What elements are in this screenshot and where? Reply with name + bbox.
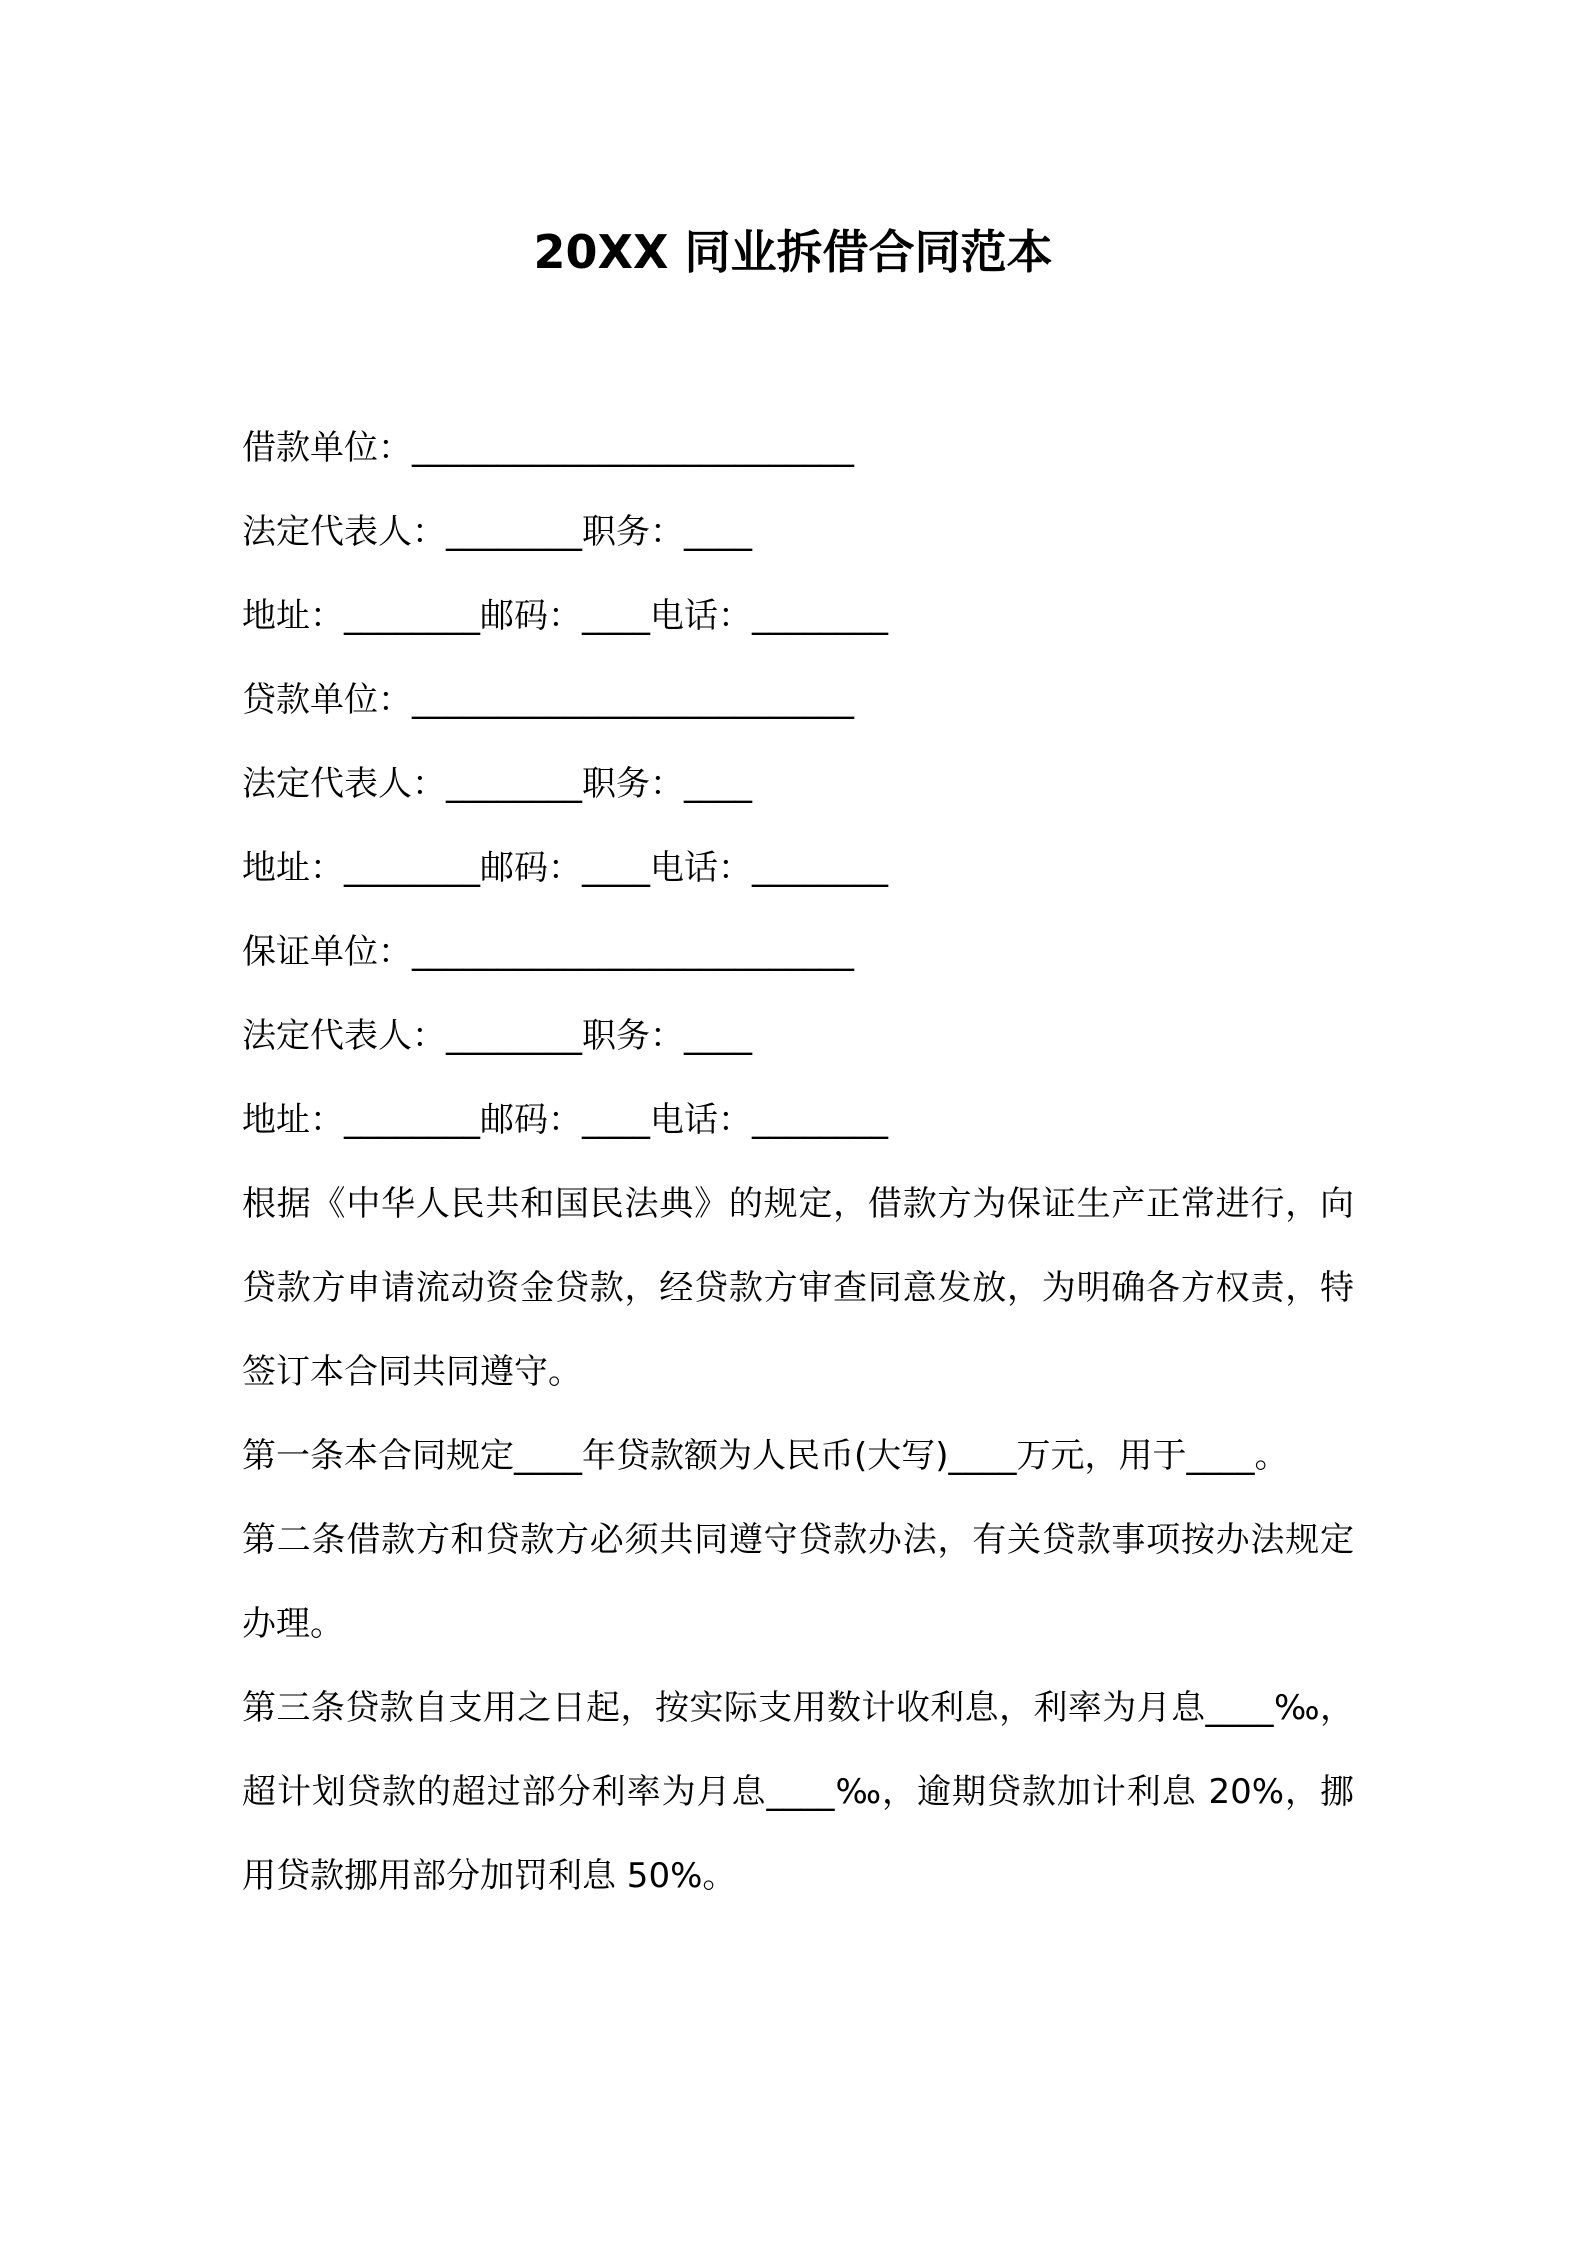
borrower-address-line: 地址：________邮码：____电话：________: [242, 596, 888, 636]
borrower-unit-line: 借款单位：__________________________: [242, 428, 854, 468]
guarantor-address-line: 地址：________邮码：____电话：________: [242, 1100, 888, 1140]
lender-unit-line: 贷款单位：__________________________: [242, 680, 854, 720]
article-2-paragraph: 第二条借款方和贷款方必须共同遵守贷款办法，有关贷款事项按办法规定办理。: [242, 1520, 1354, 1644]
preamble-paragraph: 根据《中华人民共和国民法典》的规定，借款方为保证生产正常进行，向贷款方申请流动资金贷款，经贷款方审查同意发放，为明确各方权责，特签订本合同共同遵守。: [242, 1184, 1354, 1392]
article-3-paragraph: 第三条贷款自支用之日起，按实际支用数计收利息，利率为月息____‰，超计划贷款的超过部分利率为月息____‰，逾期贷款加计利息 20%，挪用贷款挪用部分加罚利息 50%。: [242, 1688, 1354, 1896]
guarantor-representative-line: 法定代表人：________职务：____: [242, 1016, 752, 1056]
document-title: 20XX 同业拆借合同范本: [533, 225, 1053, 279]
borrower-representative-line: 法定代表人：________职务：____: [242, 512, 752, 552]
lender-representative-line: 法定代表人：________职务：____: [242, 764, 752, 804]
guarantor-unit-line: 保证单位：__________________________: [242, 932, 854, 972]
document-body: [242, 406, 1354, 1918]
article-1-paragraph: 第一条本合同规定____年贷款额为人民币(大写)____万元，用于____。: [242, 1436, 1289, 1476]
lender-address-line: 地址：________邮码：____电话：________: [242, 848, 888, 888]
